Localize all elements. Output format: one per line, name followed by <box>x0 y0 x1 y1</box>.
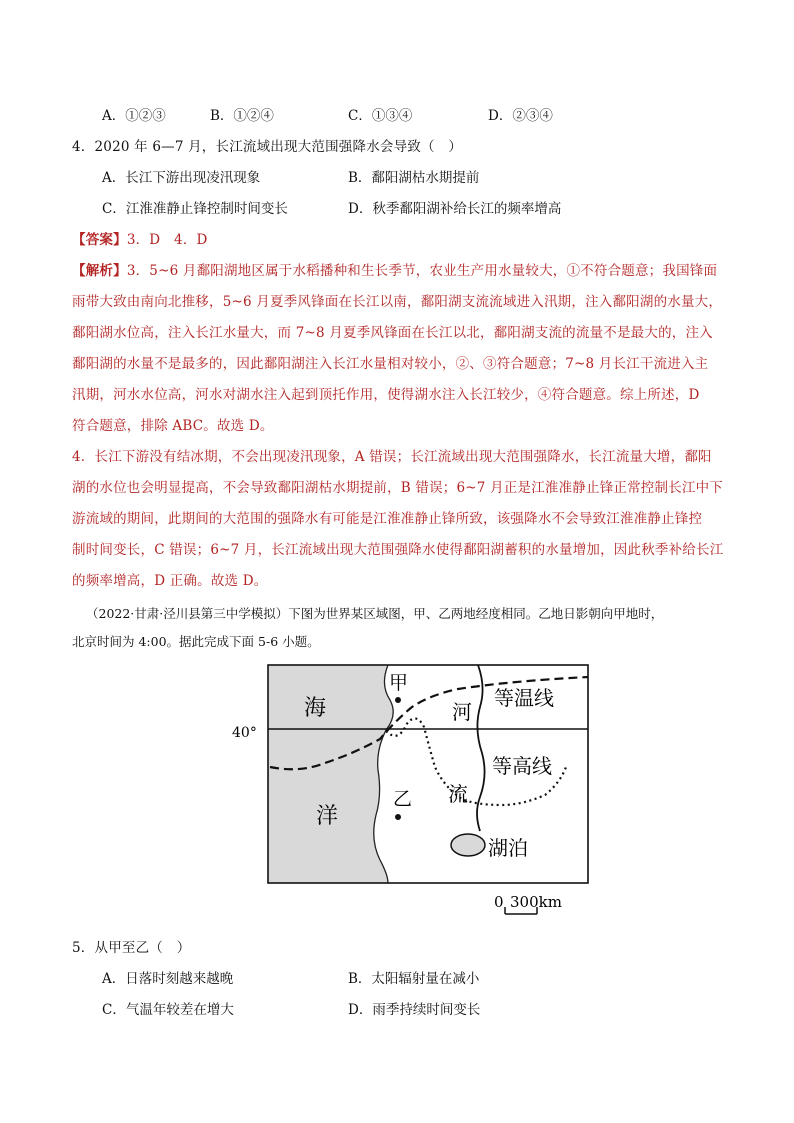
analysis-line-10: 制时间变长，C 错误；6~7 月，长江流域出现大范围强降水使得鄱阳湖蓄积的水量增加，因此秋季补给长江 <box>72 542 724 558</box>
river-label-2: 流 <box>448 782 468 806</box>
analysis-line-7: 4．长江下游没有结冰期，不会出现凌汛现象，A 错误；长江流域出现大范围强降水，长江流量大增，鄱阳 <box>72 449 712 465</box>
q5-option-b: B．太阳辐射量在减小 <box>348 971 480 987</box>
river-label-1: 河 <box>452 700 472 724</box>
place-yi-label: 乙 <box>393 788 413 810</box>
q4-option-a: A．长江下游出现凌汛现象 <box>102 170 261 186</box>
q4-option-c: C．江淮准静止锋控制时间变长 <box>102 201 288 217</box>
q4-option-b: B．鄱阳湖枯水期提前 <box>348 170 480 186</box>
q4-stem: 4．2020 年 6—7 月，长江流域出现大范围强降水会导致（ ） <box>72 139 463 155</box>
analysis-label: 【解析】 <box>72 263 127 279</box>
q5-stem: 5．从甲至乙（ ） <box>72 940 191 956</box>
analysis-line-4: 鄱阳湖的水量不是最多的，因此鄱阳湖注入长江水量相对较小，②、③符合题意；7~8 月长江干流进入主 <box>72 356 709 372</box>
q3-option-b: B．①②④ <box>210 108 274 124</box>
q5-option-d: D．雨季持续时间变长 <box>348 1002 481 1018</box>
analysis-line-5: 汛期，河水水位高，河水对湖水注入起到顶托作用，使得湖水注入长江较少，④符合题意。综上所述，D <box>72 387 700 403</box>
scale-value: 300km <box>510 893 562 911</box>
isotherm-label: 等温线 <box>494 686 554 710</box>
answer-line <box>72 228 208 248</box>
river-line <box>477 665 485 831</box>
place-jia-label: 甲 <box>389 672 409 694</box>
latitude-label: 40° <box>232 725 257 741</box>
point-yi <box>395 814 401 820</box>
q3-option-a: A．①②③ <box>102 108 166 124</box>
analysis-line-2: 雨带大致由南向北推移，5~6 月夏季风锋面在长江以南，鄱阳湖支流流域进入汛期，注入鄱阳湖的水量大， <box>72 294 723 310</box>
sea-area <box>268 665 393 883</box>
sea-label-1: 海 <box>304 696 327 721</box>
lake-label: 湖泊 <box>488 836 528 860</box>
analysis-line-3: 鄱阳湖水位高，注入长江水量大，而 7~8 月夏季风锋面在长江以北，鄱阳湖支流的流量不是最大的，注入 <box>72 325 713 341</box>
answer-label: 【答案】 <box>72 232 127 248</box>
q3-option-d: D．②③④ <box>488 108 553 124</box>
q4-option-d: D．秋季鄱阳湖补给长江的频率增高 <box>348 201 562 217</box>
intro-line-2: 北京时间为 4:00。据此完成下面 5-6 小题。 <box>72 634 320 649</box>
q5-option-a: A．日落时刻越来越晚 <box>102 971 234 987</box>
contour-label: 等高线 <box>492 754 552 778</box>
analysis-text: 3．5~6 月鄱阳湖地区属于水稻播种和生长季节，农业生产用水量较大，①不符合题意；我国锋面 <box>126 263 718 279</box>
lake <box>451 834 485 856</box>
region-map <box>230 655 610 920</box>
analysis-line-6: 符合题意，排除 ABC。故选 D。 <box>72 418 274 434</box>
point-jia <box>395 697 401 703</box>
analysis-line-11: 的频率增高，D 正确。故选 D。 <box>72 573 268 589</box>
analysis-line-1 <box>72 259 717 279</box>
intro-line-1: （2022·甘肃·泾川县第三中学模拟）下图为世界某区域图，甲、乙两地经度相同。乙地日影朝向甲地时， <box>86 606 664 621</box>
analysis-line-8: 湖的水位也会明显提高，不会导致鄱阳湖枯水期提前，B 错误；6~7 月正是江淮准静止锋正常控制长江中下 <box>72 480 723 496</box>
q5-option-c: C．气温年较差在增大 <box>102 1002 234 1018</box>
q3-option-c: C．①③④ <box>348 108 413 124</box>
answer-text: 3．D 4．D <box>126 232 208 248</box>
analysis-line-9: 游流域的期间，此期间的大范围的强降水有可能是江淮准静止锋所致，该强降水不会导致江淮准静止锋控 <box>72 511 703 527</box>
scale-zero: 0 <box>494 893 504 911</box>
sea-label-2: 洋 <box>316 804 339 829</box>
